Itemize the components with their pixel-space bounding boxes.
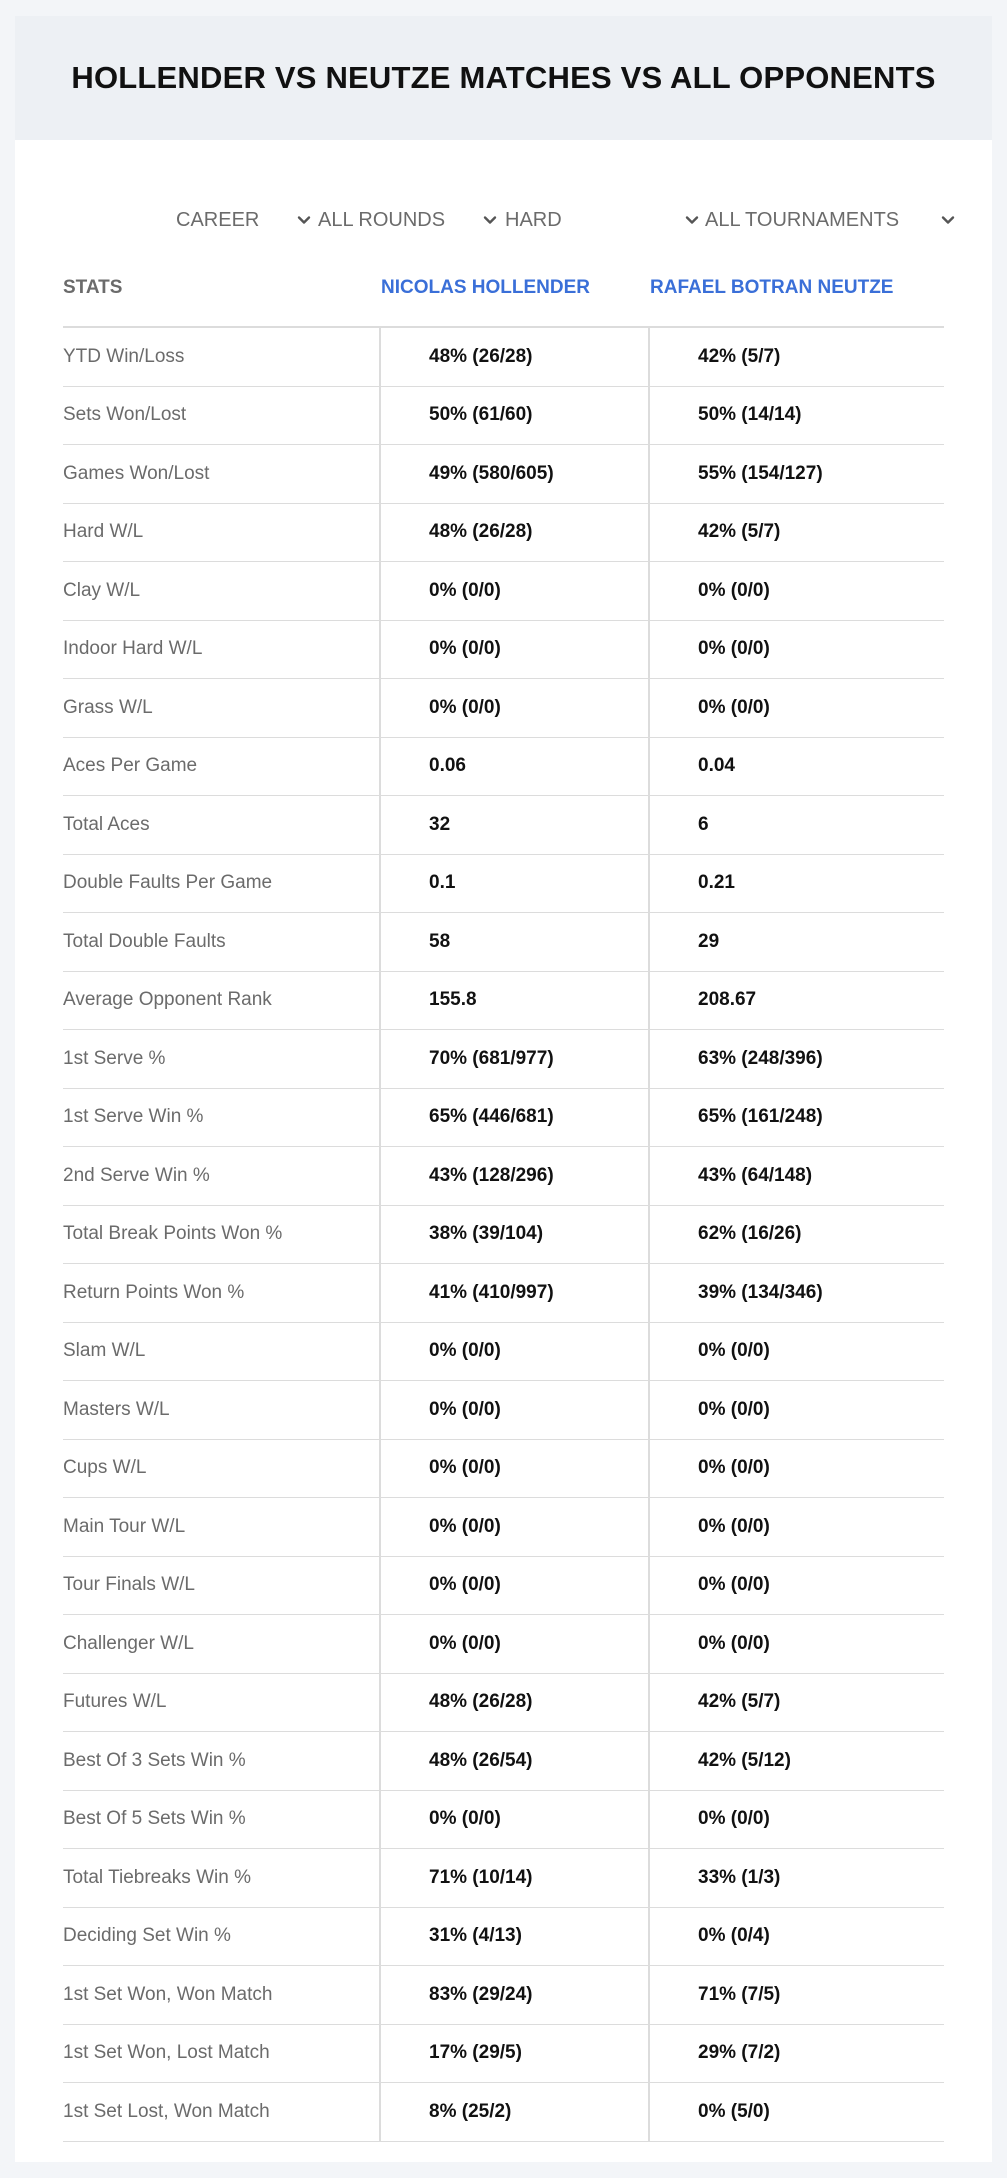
player-1-value: 0% (0/0)	[429, 1515, 501, 1537]
player-1-value: 48% (26/54)	[429, 1749, 533, 1771]
player-2-value: 50% (14/14)	[698, 404, 802, 426]
period-select-label: CAREER	[176, 208, 260, 231]
player-2-value: 0% (0/0)	[698, 1340, 770, 1362]
player-2-value: 42% (5/12)	[698, 1749, 791, 1771]
stat-label: 2nd Serve Win %	[63, 1164, 210, 1186]
table-row	[63, 1440, 944, 1499]
stat-label: Return Points Won %	[63, 1281, 245, 1303]
player-2-value: 0% (5/0)	[698, 2100, 770, 2122]
stat-label: Sets Won/Lost	[63, 404, 187, 426]
stat-label: Total Double Faults	[63, 930, 226, 952]
player-2-value: 63% (248/396)	[698, 1047, 823, 1069]
player-1-value: 0% (0/0)	[429, 1340, 501, 1362]
stat-label: Challenger W/L	[63, 1632, 194, 1654]
table-row	[63, 445, 944, 504]
stat-label: 1st Set Won, Won Match	[63, 1983, 273, 2005]
table-row	[63, 1674, 944, 1733]
column-header-player-2[interactable]: RAFAEL BOTRAN NEUTZE	[650, 277, 894, 298]
page-title: HOLLENDER VS NEUTZE MATCHES VS ALL OPPONENTS	[71, 60, 936, 95]
stat-label: Total Tiebreaks Win %	[63, 1866, 251, 1888]
stats-table	[63, 248, 944, 2142]
stat-label: 1st Serve %	[63, 1047, 166, 1069]
player-2-value: 29% (7/2)	[698, 2042, 781, 2064]
player-1-value: 70% (681/977)	[429, 1047, 554, 1069]
column-divider	[648, 328, 650, 2142]
player-1-value: 0% (0/0)	[429, 638, 501, 660]
period-select[interactable]	[176, 192, 313, 248]
stat-label: Clay W/L	[63, 579, 141, 601]
table-row	[63, 1557, 944, 1616]
player-1-value: 48% (26/28)	[429, 1691, 533, 1713]
stat-label: Slam W/L	[63, 1340, 146, 1362]
stat-label: 1st Set Won, Lost Match	[63, 2042, 270, 2064]
table-row	[63, 1323, 944, 1382]
stat-label: Grass W/L	[63, 696, 153, 718]
table-row	[63, 387, 944, 446]
table-row	[63, 1206, 944, 1265]
player-2-value: 65% (161/248)	[698, 1106, 823, 1128]
player-2-value: 55% (154/127)	[698, 462, 823, 484]
table-row	[63, 1791, 944, 1850]
table-row	[63, 504, 944, 563]
table-row	[63, 972, 944, 1031]
player-2-value: 33% (1/3)	[698, 1866, 781, 1888]
player-2-value: 29	[698, 930, 720, 952]
player-2-value: 208.67	[698, 989, 757, 1011]
tournament-select-label: ALL TOURNAMENTS	[705, 208, 900, 231]
player-2-value: 0% (0/0)	[698, 579, 770, 601]
player-2-value: 71% (7/5)	[698, 1983, 781, 2005]
table-row	[63, 1615, 944, 1674]
table-row	[63, 913, 944, 972]
player-2-value: 0% (0/0)	[698, 696, 770, 718]
tournament-select[interactable]	[705, 192, 957, 248]
surface-select-label: HARD	[505, 208, 562, 231]
player-1-value: 0% (0/0)	[429, 1574, 501, 1596]
player-1-value: 43% (128/296)	[429, 1164, 554, 1186]
player-1-value: 38% (39/104)	[429, 1223, 544, 1245]
table-row	[63, 1908, 944, 1967]
player-2-value: 39% (134/346)	[698, 1281, 823, 1303]
player-1-value: 58	[429, 930, 451, 952]
table-row	[63, 855, 944, 914]
stat-label: Deciding Set Win %	[63, 1925, 231, 1947]
table-row	[63, 796, 944, 855]
stat-label: Total Break Points Won %	[63, 1223, 283, 1245]
player-1-value: 0% (0/0)	[429, 1398, 501, 1420]
table-row	[63, 328, 944, 387]
table-row	[63, 562, 944, 621]
stat-label: Games Won/Lost	[63, 462, 210, 484]
player-2-value: 43% (64/148)	[698, 1164, 813, 1186]
table-row	[63, 1147, 944, 1206]
card-header	[15, 16, 992, 140]
table-row	[63, 2083, 944, 2142]
round-select-label: ALL ROUNDS	[318, 208, 446, 231]
stat-label: Indoor Hard W/L	[63, 638, 203, 660]
stat-label: Aces Per Game	[63, 755, 198, 777]
player-1-value: 0.06	[429, 755, 466, 777]
player-2-value: 42% (5/7)	[698, 345, 781, 367]
table-row	[63, 621, 944, 680]
surface-select[interactable]	[505, 192, 701, 248]
stat-label: Cups W/L	[63, 1457, 147, 1479]
player-2-value: 6	[698, 813, 709, 835]
player-1-value: 48% (26/28)	[429, 521, 533, 543]
player-2-value: 0.21	[698, 872, 735, 894]
player-1-value: 0% (0/0)	[429, 1632, 501, 1654]
player-1-value: 0% (0/0)	[429, 1457, 501, 1479]
table-header	[63, 248, 944, 328]
player-2-value: 0.04	[698, 755, 735, 777]
stat-label: 1st Set Lost, Won Match	[63, 2100, 270, 2122]
table-row	[63, 2025, 944, 2084]
player-1-value: 41% (410/997)	[429, 1281, 554, 1303]
player-1-value: 83% (29/24)	[429, 1983, 533, 2005]
chevron-down-icon	[683, 211, 701, 229]
player-2-value: 0% (0/0)	[698, 1632, 770, 1654]
player-1-value: 0% (0/0)	[429, 696, 501, 718]
table-row	[63, 1732, 944, 1791]
chevron-down-icon	[481, 211, 499, 229]
table-row	[63, 1089, 944, 1148]
player-1-value: 0% (0/0)	[429, 579, 501, 601]
table-row	[63, 738, 944, 797]
stat-label: Masters W/L	[63, 1398, 170, 1420]
player-2-value: 0% (0/4)	[698, 1925, 770, 1947]
player-2-value: 0% (0/0)	[698, 638, 770, 660]
table-body	[63, 328, 944, 2142]
stat-label: Double Faults Per Game	[63, 872, 273, 894]
column-header-player-1[interactable]: NICOLAS HOLLENDER	[381, 277, 590, 298]
player-1-value: 17% (29/5)	[429, 2042, 522, 2064]
table-row	[63, 1966, 944, 2025]
stat-label: Best Of 3 Sets Win %	[63, 1749, 246, 1771]
player-1-value: 31% (4/13)	[429, 1925, 522, 1947]
filter-bar	[15, 192, 992, 248]
player-1-value: 32	[429, 813, 451, 835]
player-2-value: 0% (0/0)	[698, 1457, 770, 1479]
player-2-value: 0% (0/0)	[698, 1808, 770, 1830]
stat-label: 1st Serve Win %	[63, 1106, 204, 1128]
player-1-value: 71% (10/14)	[429, 1866, 533, 1888]
table-row	[63, 1381, 944, 1440]
stat-label: YTD Win/Loss	[63, 345, 185, 367]
player-2-value: 0% (0/0)	[698, 1574, 770, 1596]
chevron-down-icon	[939, 211, 957, 229]
player-1-value: 0% (0/0)	[429, 1808, 501, 1830]
column-header-stats: STATS	[63, 277, 123, 298]
table-row	[63, 1264, 944, 1323]
round-select[interactable]	[318, 192, 499, 248]
stat-label: Average Opponent Rank	[63, 989, 272, 1011]
stat-label: Best Of 5 Sets Win %	[63, 1808, 246, 1830]
stat-label: Main Tour W/L	[63, 1515, 186, 1537]
player-1-value: 65% (446/681)	[429, 1106, 554, 1128]
table-row	[63, 1498, 944, 1557]
stat-label: Tour Finals W/L	[63, 1574, 195, 1596]
stats-card	[15, 16, 992, 2162]
player-2-value: 0% (0/0)	[698, 1515, 770, 1537]
player-1-value: 155.8	[429, 989, 477, 1011]
stat-label: Total Aces	[63, 813, 150, 835]
stat-label: Hard W/L	[63, 521, 144, 543]
player-1-value: 8% (25/2)	[429, 2100, 512, 2122]
player-2-value: 42% (5/7)	[698, 521, 781, 543]
player-1-value: 49% (580/605)	[429, 462, 554, 484]
player-2-value: 0% (0/0)	[698, 1398, 770, 1420]
player-1-value: 0.1	[429, 872, 456, 894]
column-divider	[379, 328, 381, 2142]
player-1-value: 50% (61/60)	[429, 404, 533, 426]
player-2-value: 42% (5/7)	[698, 1691, 781, 1713]
chevron-down-icon	[295, 211, 313, 229]
player-1-value: 48% (26/28)	[429, 345, 533, 367]
stat-label: Futures W/L	[63, 1691, 167, 1713]
table-row	[63, 1030, 944, 1089]
table-row	[63, 1849, 944, 1908]
player-2-value: 62% (16/26)	[698, 1223, 802, 1245]
table-row	[63, 679, 944, 738]
